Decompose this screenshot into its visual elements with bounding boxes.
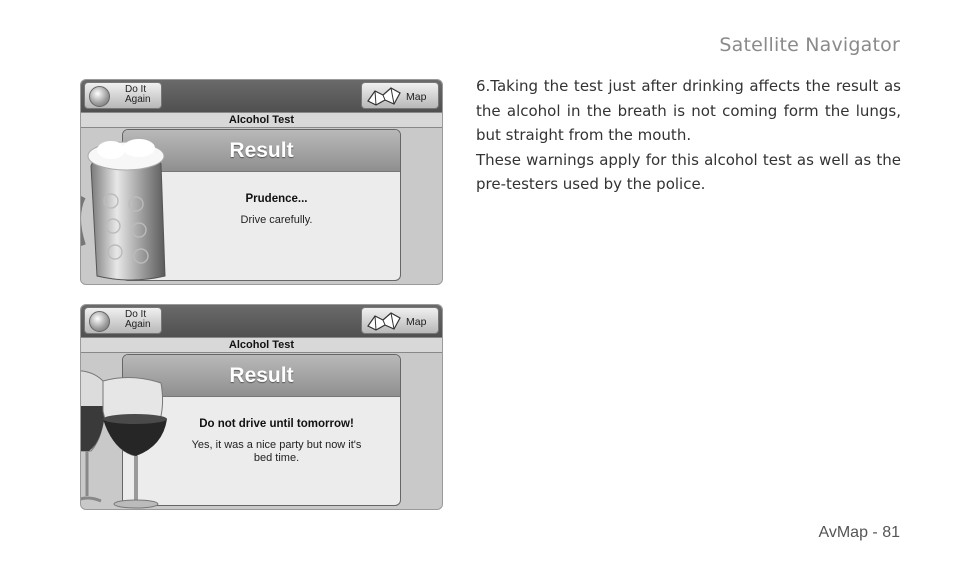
map-button[interactable] [361,82,439,109]
screen-title: Alcohol Test [81,112,442,128]
result-heading: Prudence... [245,193,308,205]
paragraph: 6.Taking the test just after drinking affects the result as the alcohol in the breath is not coming form the lungs, but straight from the mouth. [476,77,901,144]
result-message: Yes, it was a nice party but now it's bed time. [191,439,362,464]
alcohol-test-screen-no-drive [80,304,443,510]
do-it-again-button[interactable] [84,82,162,109]
page-number: AvMap - 81 [818,524,900,541]
result-message: Drive carefully. [240,214,313,226]
top-toolbar [81,80,442,112]
beer-mug-icon [81,126,171,285]
do-it-again-label: Do It Again [125,84,151,105]
map-label: Map [406,316,427,328]
top-toolbar [81,305,442,337]
map-label: Map [406,91,427,103]
screen-title: Alcohol Test [81,337,442,353]
repeat-icon [89,311,110,332]
body-text [476,74,901,197]
result-title: Result [229,139,294,162]
map-icon [366,310,402,332]
repeat-icon [89,86,110,107]
do-it-again-button[interactable] [84,307,162,334]
alcohol-test-screen-prudence [80,79,443,285]
map-icon [366,85,402,107]
paragraph: These warnings apply for this alcohol test as well as the pre-testers used by the police. [476,150,901,193]
page-header-title: Satellite Navigator [719,34,900,56]
wine-glasses-icon [81,351,171,510]
do-it-again-label: Do It Again [125,309,151,330]
map-button[interactable] [361,307,439,334]
result-title: Result [229,364,294,387]
result-heading: Do not drive until tomorrow! [199,418,354,430]
